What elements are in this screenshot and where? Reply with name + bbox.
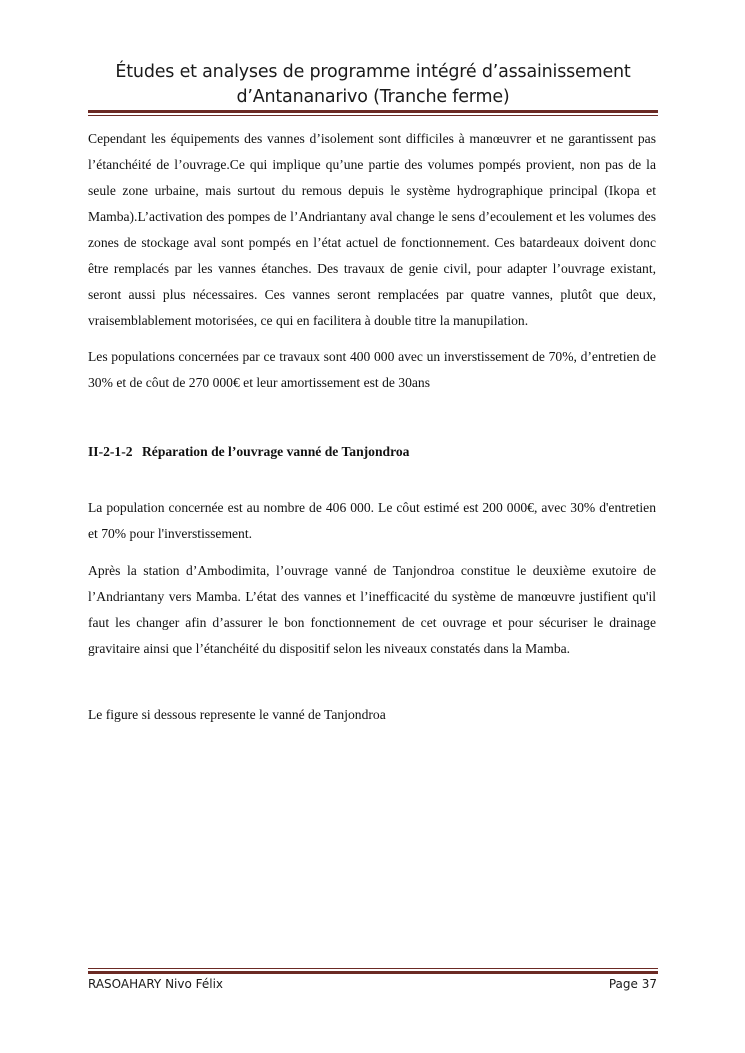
paragraph-figure-intro: Le figure si dessous represente le vanné de Tanjondroa [88, 707, 386, 722]
paragraph-populations-concernees: Les populations concernées par ce travaux sont 400 000 avec un inverstissement de 70%, d’entretien de 30% et de côut de 270 000€ et leur amortissement est de 30ans [88, 349, 656, 390]
section-heading [88, 442, 409, 462]
header-title-line1: Études et analyses de programme intégré d’assainissement [115, 62, 631, 82]
header-rule-thick [88, 110, 658, 113]
footer-page-number: Page 37 [608, 977, 657, 991]
section-number: II-2-1-2 [88, 444, 133, 459]
footer-rule-thick [88, 971, 658, 974]
paragraph-ouvrage-tanjondroa: Après la station d’Ambodimita, l’ouvrage vanné de Tanjondroa constitue le deuxième exutoire de l’Andriantany vers Mamba. L’état des vannes et l’inefficacité du système de manœuvre justifient qu'il faut les changer afin d’assurer le bon fonctionnement de cet ouvrage et pour sécuriser le drainage gravitaire ainsi que l’étanchéité du dispositif selon les niveaux constatés dans la Mamba. [88, 563, 656, 656]
footer-author: RASOAHARY Nivo Félix [88, 977, 224, 991]
paragraph-vannes-isolement: Cependant les équipements des vannes d’isolement sont difficiles à manœuvrer et ne garantissent pas l’étanchéité de l’ouvrage.Ce qui implique qu’une partie des volumes pompés provient, non pas de la seule zone urbaine, mais surtout du remous depuis le système hydrographique principal (Ikopa et Mamba).L’activation des pompes de l’Andriantany aval change le sens d’ecoulement et les volumes des zones de stockage aval sont pompés en l’état actuel de fonctionnement. Ces batardeaux doivent donc être remplacés par les vannes étanches. Des travaux de genie civil, pour adapter l’ouvrage existant, seront aussi plus nécessaires. Ces vannes seront remplacées par quatre vannes, plutôt que deux, vraisemblablement motorisées, ce qui en facilitera à double titre la manupilation. [88, 131, 656, 328]
footer-rule-thin [88, 968, 658, 969]
section-title: Réparation de l’ouvrage vanné de Tanjondroa [141, 444, 410, 459]
header-rule-thin [88, 115, 658, 116]
header-title-line2: d’Antananarivo (Tranche ferme) [236, 87, 510, 107]
page-header-title [88, 60, 658, 110]
paragraph-population-tanjondroa: La population concernée est au nombre de 406 000. Le côut estimé est 200 000€, avec 30% d'entretien et 70% pour l'inverstissement. [88, 500, 656, 541]
